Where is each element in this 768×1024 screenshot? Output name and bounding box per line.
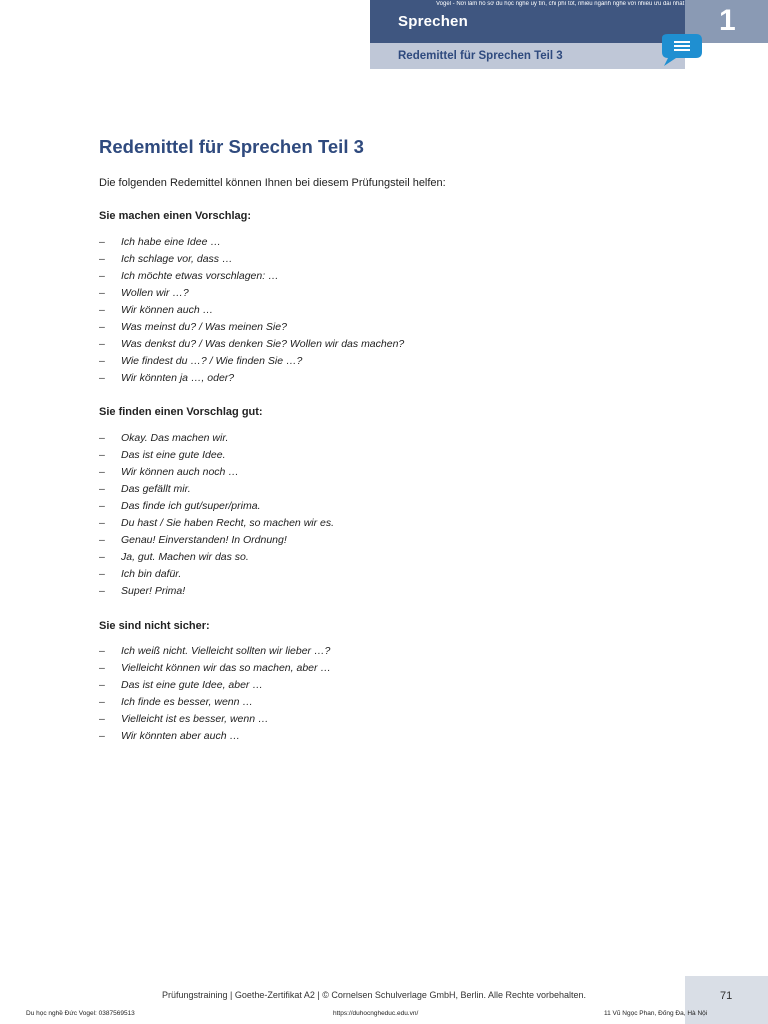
phrase-text: Wir könnten ja …, oder? (121, 372, 235, 384)
phrase-item (99, 285, 404, 302)
footer-watermark-phone: Du học nghề Đức Vogel: 0387569513 (26, 1010, 135, 1017)
dash-bullet: – (99, 466, 105, 478)
phrase-text: Was denkst du? / Was denken Sie? Wollen wir das machen? (121, 338, 405, 350)
dash-bullet: – (99, 253, 105, 265)
phrase-text: Das ist eine gute Idee, aber … (121, 679, 263, 691)
phrase-item (99, 515, 334, 532)
phrase-item (99, 481, 334, 498)
phrase-item (99, 234, 404, 251)
dash-bullet: – (99, 662, 105, 674)
dash-bullet: – (99, 534, 105, 546)
phrase-text: Ich finde es besser, wenn … (121, 696, 253, 708)
phrase-text: Wir könnten aber auch … (121, 730, 240, 742)
phrase-text: Vielleicht ist es besser, wenn … (121, 713, 269, 725)
page-title: Redemittel für Sprechen Teil 3 (99, 136, 364, 157)
header-watermark: Vogel - Nơi làm hồ sơ du học nghề uy tín, chi phí tốt, nhiều ngành nghề với nhiều ưu đãi nhất (436, 1, 685, 7)
phrase-item (99, 464, 334, 481)
section-heading-agree: Sie finden einen Vorschlag gut: (99, 406, 263, 418)
phrase-item (99, 302, 404, 319)
phrase-text: Das finde ich gut/super/prima. (121, 500, 261, 512)
section-heading-unsure: Sie sind nicht sicher: (99, 620, 210, 632)
phrase-item (99, 370, 404, 387)
phrase-item (99, 251, 404, 268)
phrase-text: Das ist eine gute Idee. (121, 449, 226, 461)
dash-bullet: – (99, 645, 105, 657)
phrase-item (99, 728, 331, 745)
dash-bullet: – (99, 585, 105, 597)
phrase-text: Das gefällt mir. (121, 483, 191, 495)
phrase-item (99, 319, 404, 336)
dash-bullet: – (99, 551, 105, 563)
phrase-item (99, 677, 331, 694)
dash-bullet: – (99, 483, 105, 495)
phrase-item (99, 498, 334, 515)
phrase-text: Ich schlage vor, dass … (121, 253, 233, 265)
phrase-text: Wir können auch … (121, 304, 214, 316)
phrase-item (99, 353, 404, 370)
phrase-item (99, 268, 404, 285)
phrase-item (99, 430, 334, 447)
phrase-text: Ja, gut. Machen wir das so. (121, 551, 249, 563)
phrase-item (99, 566, 334, 583)
section-heading-proposal: Sie machen einen Vorschlag: (99, 210, 252, 222)
phrase-text: Ich möchte etwas vorschlagen: … (121, 270, 279, 282)
phrase-text: Vielleicht können wir das so machen, aber … (121, 662, 331, 674)
phrase-text: Genau! Einverstanden! In Ordnung! (121, 534, 287, 546)
section-subtitle: Redemittel für Sprechen Teil 3 (398, 50, 563, 62)
dash-bullet: – (99, 568, 105, 580)
dash-bullet: – (99, 338, 105, 350)
phrase-item (99, 660, 331, 677)
phrase-text: Ich bin dafür. (121, 568, 182, 580)
dash-bullet: – (99, 517, 105, 529)
dash-bullet: – (99, 287, 105, 299)
footer-watermark-url: https://duhocngheduc.edu.vn/ (333, 1010, 419, 1017)
dash-bullet: – (99, 432, 105, 444)
phrase-item (99, 711, 331, 728)
phrase-text: Ich weiß nicht. Vielleicht sollten wir lieber …? (121, 645, 331, 657)
phrase-text: Du hast / Sie haben Recht, so machen wir es. (121, 517, 335, 529)
phrase-text: Wollen wir …? (121, 287, 189, 299)
phrase-list-unsure (99, 643, 331, 745)
dash-bullet: – (99, 270, 105, 282)
phrase-item (99, 694, 331, 711)
phrase-list-agree (99, 430, 334, 600)
phrase-text: Was meinst du? / Was meinen Sie? (121, 321, 287, 333)
dash-bullet: – (99, 730, 105, 742)
phrase-item (99, 643, 331, 660)
dash-bullet: – (99, 500, 105, 512)
phrase-item (99, 447, 334, 464)
dash-bullet: – (99, 304, 105, 316)
dash-bullet: – (99, 355, 105, 367)
phrase-text: Wie findest du …? / Wie finden Sie …? (121, 355, 303, 367)
dash-bullet: – (99, 679, 105, 691)
phrase-item (99, 336, 404, 353)
phrase-text: Ich habe eine Idee … (121, 236, 221, 248)
phrase-item (99, 583, 334, 600)
speech-bubble-icon (656, 32, 704, 68)
dash-bullet: – (99, 372, 105, 384)
phrase-list-proposal (99, 234, 404, 387)
phrase-text: Super! Prima! (121, 585, 186, 597)
footer-watermark-address: 11 Vũ Ngọc Phan, Đống Đa, Hà Nội (604, 1010, 708, 1017)
phrase-item (99, 549, 334, 566)
phrase-item (99, 532, 334, 549)
dash-bullet: – (99, 449, 105, 461)
phrase-text: Wir können auch noch … (121, 466, 239, 478)
section-title: Sprechen (398, 13, 468, 30)
footer-copyright: Prüfungstraining | Goethe-Zertifikat A2 | © Cornelsen Schulverlage GmbH, Berlin. Alle Rechte vorbehalten. (162, 990, 587, 1000)
dash-bullet: – (99, 321, 105, 333)
intro-text: Die folgenden Redemittel können Ihnen bei diesem Prüfungsteil helfen: (99, 177, 446, 189)
dash-bullet: – (99, 236, 105, 248)
dash-bullet: – (99, 713, 105, 725)
dash-bullet: – (99, 696, 105, 708)
chapter-number: 1 (719, 4, 736, 37)
phrase-text: Okay. Das machen wir. (121, 432, 229, 444)
page-number: 71 (720, 990, 733, 1002)
